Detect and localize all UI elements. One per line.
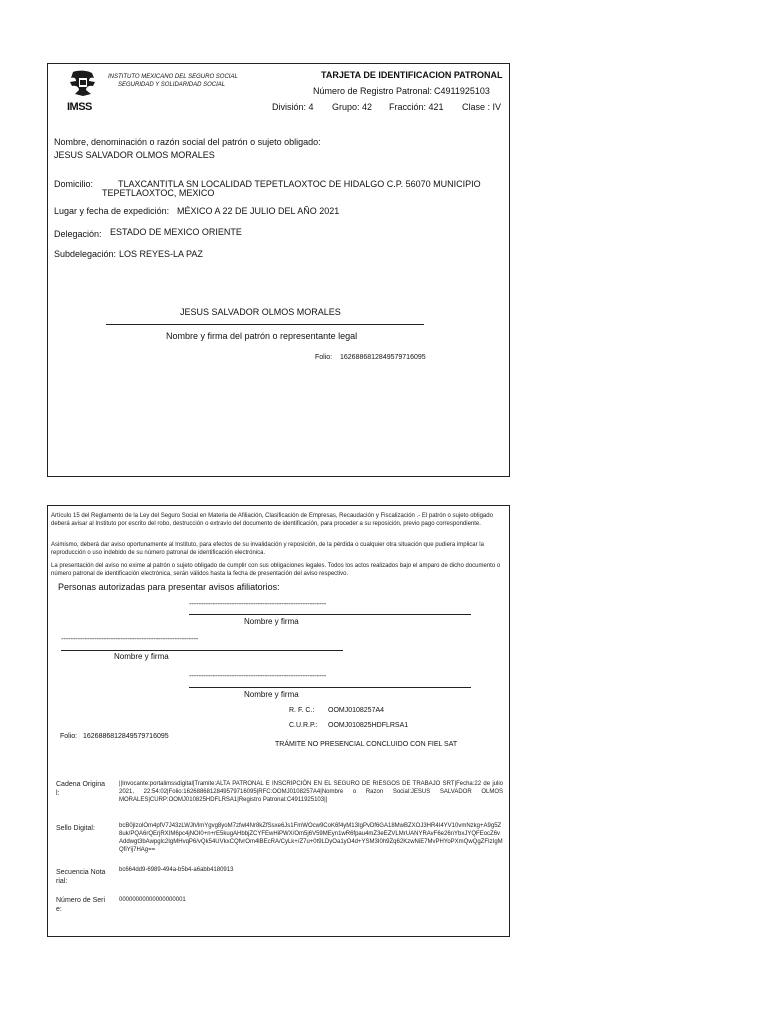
signature-line	[106, 324, 424, 325]
sello-label: Sello Digital:	[56, 825, 95, 832]
folio-value: 1626886812849579716095	[340, 354, 426, 361]
secuencia-value: bc664dd9-6989-494a-b5b4-a6abb4180913	[119, 867, 234, 873]
domicilio-label: Domicilio:	[54, 179, 94, 189]
rfc-label: R. F. C.:	[289, 707, 315, 714]
dashed-line: ----------------------------------------------------------	[189, 599, 327, 608]
imss-logo	[65, 70, 101, 113]
tramite-status: TRÁMITE NO PRESENCIAL CONCLUIDO CON FIEL SAT	[275, 741, 458, 748]
lugar-value: MÉXICO A 22 DE JULIO DEL AÑO 2021	[177, 206, 340, 216]
domicilio-line2: TEPETLAOXTOC, MEXICO	[102, 188, 215, 198]
domicilio-line1: TLAXCANTITLA SN LOCALIDAD TEPETLAOXTOC DE HIDALGO C.P. 56070 MUNICIPIO	[118, 179, 481, 189]
institute-motto: SEGURIDAD Y SOLIDARIDAD SOCIAL	[118, 82, 226, 88]
signature-line	[189, 614, 471, 615]
dashed-line: ----------------------------------------------------------	[61, 634, 199, 643]
logo-text: IMSS	[67, 101, 92, 113]
legal-paragraph-3: La presentación del aviso no exime al patrón o sujeto obligado de cumplir con sus obligaciones legales. Todos los actos realizados bajo el amparo de dicho documento o número patronal de identificación electrónica, serán válidos hasta la fecha de presentación del aviso respectivo.	[51, 563, 501, 577]
folio-label: Folio:	[315, 354, 333, 361]
delegacion-label: Delegación:	[54, 229, 102, 239]
dashed-line: ----------------------------------------------------------	[189, 671, 327, 680]
division: División: 4	[272, 102, 314, 112]
legal-paragraph-2: Asimismo, deberá dar aviso oportunamente al Instituto, para efectos de su invalidación y reposición, de la pérdida o cualquier otra situación que pudiera implicar la reproducción o uso indebido de su número patronal de identificación electrónica.	[51, 542, 484, 556]
registro-value: C4911925103	[434, 86, 490, 96]
sello-value: bcB0jIzolOm4pfV7J43zLWJh/lmYgvg8yoM7zfwl4Nr8kZfSsxe6Js1FmWOcw9CoK6f4yM13IgPvDf6GA18MwBZXOJ3HR4I4YV10vmNzkg+A9g5Z8uk/PQA6rQErjRXIM6pc4jNOI0+n+rE5kugAHbbjZCYFEwHiPWX/Om5j6V59MEyn1wR6fpau4mZ3eEZVLMrUANYRAvF6e26nYbxJYQFEocZ6vAddwgt3bAwpglc2IgMHvqP6/vQk54UVkxCQfvrOm4lBEcRA/CyLk+/Z7u+0t9LDyOa1yO4d+YSM3I0h9Zq62KzwNiE7MvPHYoPXmQwQgZFIzIgMQfiYij7HAg==	[119, 823, 503, 853]
nombre-firma-2: Nombre y firma	[114, 652, 169, 661]
signature-caption: Nombre y firma del patrón o representante legal	[166, 331, 358, 341]
nombre-firma-3: Nombre y firma	[244, 690, 299, 699]
registro-label: Número de Registro Patronal:	[313, 86, 433, 96]
identification-card-front	[47, 63, 510, 477]
rfc-value: OOMJ0108257A4	[328, 707, 385, 714]
subdelegacion-value: LOS REYES-LA PAZ	[119, 249, 203, 259]
card-title: TARJETA DE IDENTIFICACION PATRONAL	[321, 70, 503, 80]
delegacion-value: ESTADO DE MEXICO ORIENTE	[110, 227, 242, 237]
lugar-label: Lugar y fecha de expedición:	[54, 206, 170, 216]
nombre-firma-1: Nombre y firma	[244, 617, 299, 626]
serie-value: 00000000000000000001	[119, 897, 186, 903]
signature-line	[189, 687, 471, 688]
clase: Clase : IV	[462, 102, 502, 112]
legal-paragraph-1: Artículo 15 del Reglamento de la Ley del Seguro Social en Materia de Afiliación, Clasificación de Empresas, Recaudación y Fiscalización .- El patrón o sujeto obligado deberá avisar al Instituto por escrito del robo, destrucción o extravío del documento de identificación, para proceder a su reposición, previo pago correspondiente.	[51, 513, 493, 527]
signer-name: JESUS SALVADOR OLMOS MORALES	[180, 307, 341, 317]
curp-label: C.U.R.P.:	[289, 722, 318, 729]
subdelegacion-label: Subdelegación:	[54, 249, 117, 259]
signature-line	[61, 650, 343, 651]
nombre-label: Nombre, denominación o razón social del patrón o sujeto obligado:	[54, 137, 321, 147]
secuencia-label: Secuencia Notarial:	[56, 869, 106, 885]
cadena-value: ||Invocante:portalimssdigital|Tramite:ALTA PATRONAL E INSCRIPCIÓN EN EL SEGURO DE RIESGOS DE TRABAJO SRT|Fecha:22 de julio 2021, 22:54:02|Folio:1626886812849579716095|RFC:OOMJ0108257A4|Nombre o Razon Social:JESUS SALVADOR OLMOS MORALES|CURP:OOMJ010825HDFLRSA1|Registro Patronal:C4911925103||	[119, 781, 503, 803]
personas-label: Personas autorizadas para presentar avisos afiliatorios:	[58, 582, 280, 592]
eagle-emblem-icon	[65, 70, 101, 98]
curp-value: OOMJ010825HDFLRSA1	[328, 722, 409, 729]
nombre-value: JESUS SALVADOR OLMOS MORALES	[54, 150, 215, 160]
fraccion: Fracción: 421	[389, 102, 444, 112]
serie-label: Número de Serie:	[56, 897, 106, 913]
institute-name: INSTITUTO MEXICANO DEL SEGURO SOCIAL	[108, 74, 238, 80]
folio-value: 1626886812849579716095	[83, 733, 169, 740]
cadena-label: Cadena Original:	[56, 781, 106, 797]
identification-card-back	[47, 505, 510, 937]
folio-label: Folio:	[60, 733, 78, 740]
grupo: Grupo: 42	[332, 102, 373, 112]
